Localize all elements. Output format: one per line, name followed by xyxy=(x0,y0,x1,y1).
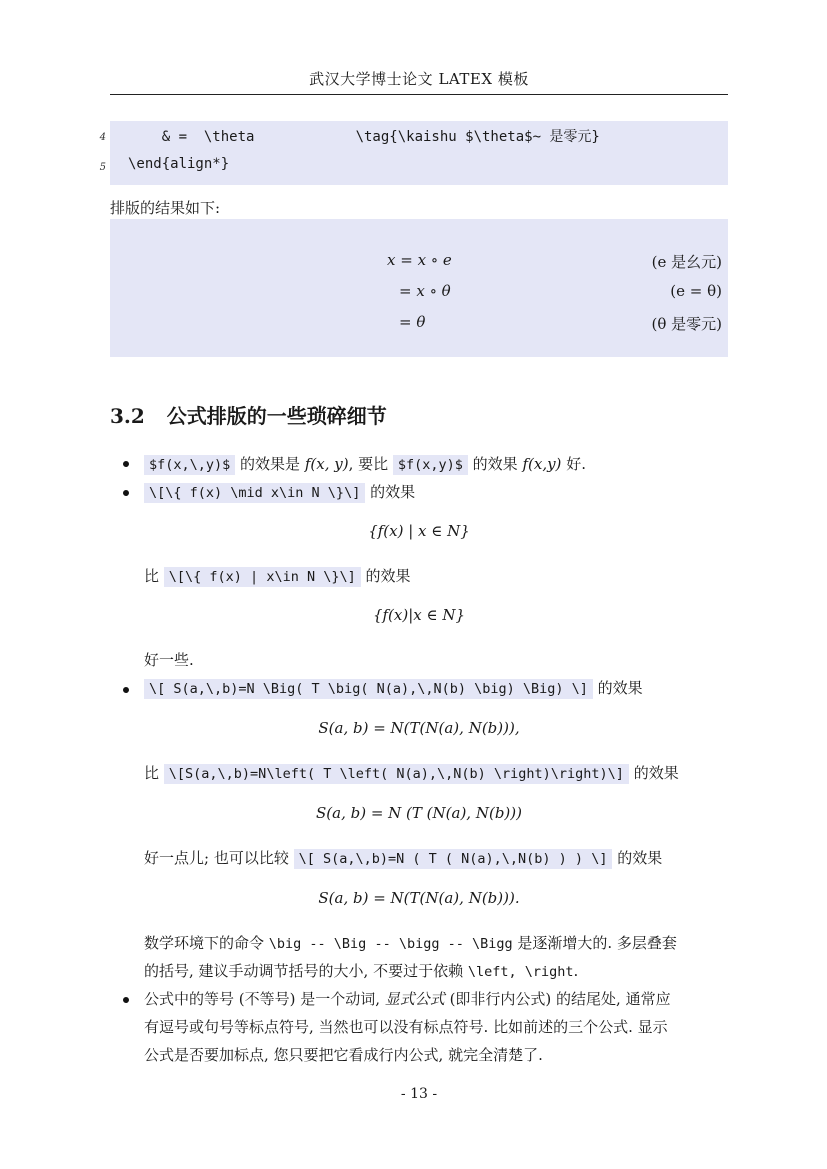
equation-tag: (e 是幺元) xyxy=(651,253,722,271)
page-number: - 13 - xyxy=(400,1086,438,1102)
bullet-icon xyxy=(123,490,129,496)
equation-tag: (θ 是零元) xyxy=(651,315,722,333)
equation-body: = x ∘ θ xyxy=(399,282,451,300)
section-heading xyxy=(110,400,387,429)
section-number: 3.2 xyxy=(110,404,145,428)
text: 好一点儿; 也可以比较 xyxy=(144,849,294,867)
result-intro: 排版的结果如下: xyxy=(110,199,221,217)
code-line xyxy=(99,156,230,178)
inline-code: \[\{ f(x) | x\in N \}\] xyxy=(164,567,361,587)
inline-math: f(x,y) xyxy=(522,455,562,473)
inline-code: \big -- \Big -- \bigg -- \Bigg xyxy=(268,936,513,952)
display-math: S(a, b) = N(T(N(a), N(b))). xyxy=(318,889,520,907)
list-item xyxy=(144,478,415,507)
text: 数学环境下的命令 xyxy=(144,934,269,952)
text: (即非行内公式) 的结尾处, 通常应 xyxy=(444,990,671,1008)
result-box xyxy=(110,219,728,357)
paragraph xyxy=(144,759,679,788)
text: 好. xyxy=(561,455,586,473)
paragraph xyxy=(144,844,662,873)
text: 比 xyxy=(144,764,164,782)
text: 公式中的等号 (不等号) 是一个动词, xyxy=(144,990,385,1008)
line-number: 4 xyxy=(99,132,106,143)
inline-code: \[ S(a,\,b)=N \Big( T \big( N(a),\,N(b) \big) \Big) \] xyxy=(144,679,593,699)
bullet-icon xyxy=(123,687,129,693)
emphasis: 显式公式 xyxy=(384,990,445,1008)
line-number: 5 xyxy=(99,162,106,173)
paragraph xyxy=(144,957,578,986)
code-text: & = \theta \tag{\kaishu $\theta$~ 是零元} xyxy=(128,129,600,145)
equation-line xyxy=(110,313,728,337)
text: 的效果是 xyxy=(235,455,305,473)
display-math: S(a, b) = N (T (N(a), N(b))) xyxy=(316,804,522,822)
list-item xyxy=(144,985,671,1013)
list-item xyxy=(144,674,643,703)
display-math: S(a, b) = N(T(N(a), N(b))), xyxy=(318,719,520,737)
paragraph: 好一些. xyxy=(144,651,194,669)
text: 比 xyxy=(144,567,164,585)
paragraph: 公式是否要加标点, 您只要把它看成行内公式, 就完全清楚了. xyxy=(144,1046,543,1064)
running-header: 武汉大学博士论文 LATEX 模板 xyxy=(309,70,529,88)
equation-body: x = x ∘ e xyxy=(387,251,452,269)
code-line xyxy=(99,126,600,148)
inline-code: \[S(a,\,b)=N\left( T \left( N(a),\,N(b) \right)\right)\] xyxy=(164,764,629,784)
inline-math: f(x, y) xyxy=(304,455,349,473)
text: 的效果 xyxy=(365,483,416,501)
display-math: {f(x)|x ∈ N} xyxy=(372,606,466,624)
equation-line xyxy=(110,282,728,306)
text: . xyxy=(573,962,579,980)
inline-code: \left, \right xyxy=(467,964,574,980)
text: 的效果 xyxy=(360,567,411,585)
section-title: 公式排版的一些琐碎细节 xyxy=(166,404,387,428)
display-math: {f(x) | x ∈ N} xyxy=(368,522,470,540)
text: 的效果 xyxy=(592,679,643,697)
inline-code: \[ S(a,\,b)=N ( T ( N(a),\,N(b) ) ) \] xyxy=(294,849,613,869)
text: 的括号, 建议手动调节括号的大小, 不要过于依赖 xyxy=(144,962,468,980)
text: 是逐渐增大的. 多层叠套 xyxy=(512,934,677,952)
text: 的效果 xyxy=(628,764,679,782)
bullet-icon xyxy=(123,997,129,1003)
equation-body: = θ xyxy=(399,313,426,331)
text: 的效果 xyxy=(467,455,523,473)
bullet-icon xyxy=(123,461,129,467)
list-item xyxy=(144,450,586,479)
equation-line xyxy=(110,251,728,275)
paragraph xyxy=(144,562,411,591)
paragraph: 有逗号或句号等标点符号, 当然也可以没有标点符号. 比如前述的三个公式. 显示 xyxy=(144,1018,668,1036)
inline-code: $f(x,y)$ xyxy=(393,455,468,475)
header-rule xyxy=(110,94,728,95)
text: 的效果 xyxy=(612,849,663,867)
code-text: \end{align*} xyxy=(128,156,230,172)
equation-tag: (e = θ) xyxy=(670,282,722,300)
text: , 要比 xyxy=(348,455,393,473)
inline-code: $f(x,\,y)$ xyxy=(144,455,235,475)
inline-code: \[\{ f(x) \mid x\in N \}\] xyxy=(144,483,365,503)
paragraph xyxy=(144,929,677,958)
code-block xyxy=(99,121,728,185)
